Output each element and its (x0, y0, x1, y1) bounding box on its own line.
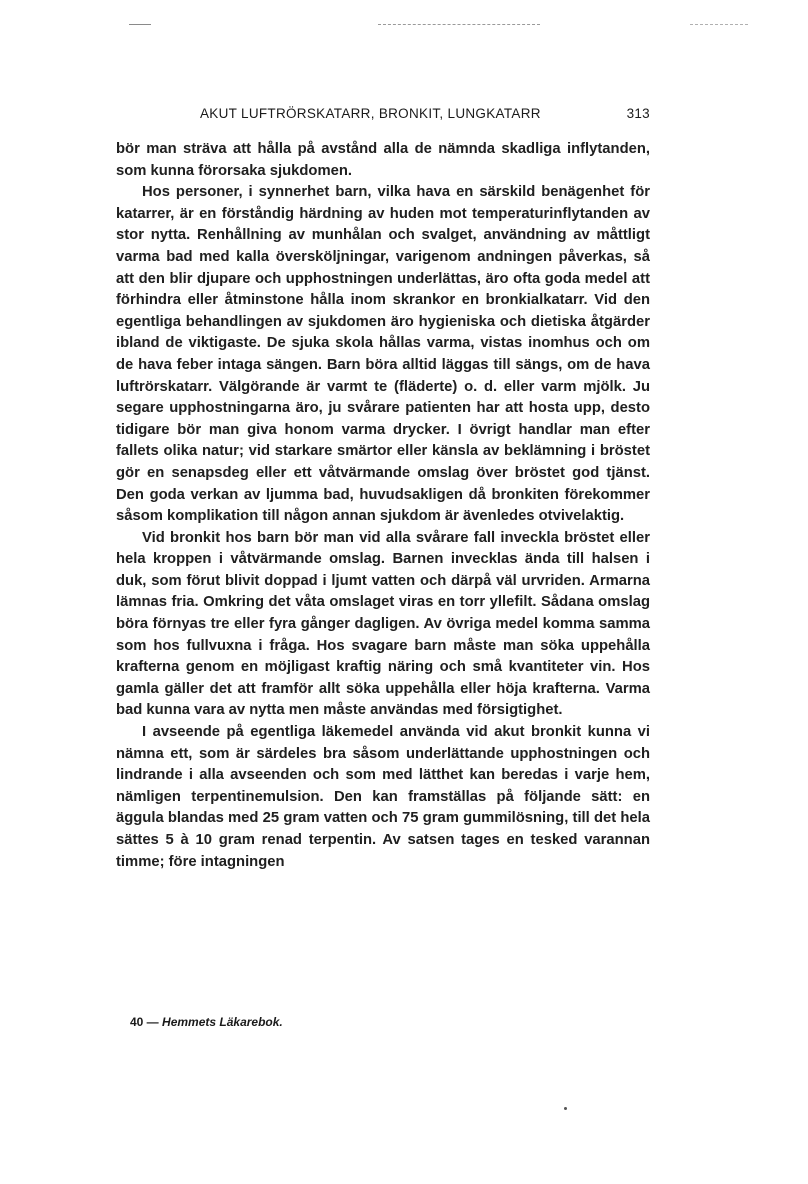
paragraph-continuation: bör man sträva att hålla på avstånd alla de nämnda skadliga inflytanden, som kunna förorsaka sjukdomen. (116, 141, 650, 179)
sheet-number: 40 — (130, 1015, 159, 1029)
page-body (116, 139, 650, 873)
paragraph-children-bronchitis: Vid bronkit hos barn bör man vid alla svårare fall inveckla bröstet eller hela kroppen i våtvärmande omslag. Barnen invecklas ända till halsen i duk, som förut blivit doppad i ljumt vatten och därpå väl urvriden. Armarna lämnas fria. Omkring det våta omslaget viras en torr yllefilt. Sådana omslag böra förnyas tre eller fyra gånger dagligen. Av övriga medel komma samma som hos fullvuxna i fråga. Hos svagare barn måste man söka uppehålla krafterna genom en möjligast kraftig näring och små kvantiteter vin. Hos gamla gäller det att framför allt söka uppehålla eller höja krafterna. Varma bad kunna vara av nytta men måste användas med försigtighet. (116, 529, 650, 719)
scan-edge-mark (690, 24, 748, 25)
running-title: AKUT LUFTRÖRSKATARR, BRONKIT, LUNGKATARR (200, 106, 541, 121)
book-title: Hemmets Läkarebok. (162, 1015, 283, 1029)
scan-speck (564, 1107, 567, 1110)
scan-edge-mark (129, 24, 151, 25)
paragraph-hardening: Hos personer, i synnerhet barn, vilka hava en särskild benägenhet för katarrer, är en förståndig härdning av huden mot temperaturinflytanden av stor nytta. Renhållning av munhålan och svalget, användning av måttligt varma bad med kalla översköljningar, varigenom andningen påverkas, så att den blir djupare och upphostningen underlättas, äro ofta goda medel att förhindra eller åtminstone hålla inom skrankor en bronkialkatarr. Vid den egentliga behandlingen av sjukdomen äro hygieniska och dietiska åtgärder ibland de viktigaste. De sjuka skola hållas varma, vistas inomhus och om de hava feber intaga sängen. Barn böra alltid läggas till sängs, om de hava luftrörskatarr. Välgörande är varmt te (fläderte) o. d. eller varm mjölk. Ju segare upphostningarna äro, ju svårare patienten har att hosta upp, desto tidigare bör man giva honom varma drycker. I övrigt handlar man efter fallets olika natur; vid starkare smärtor eller känsla av beklämning i bröstet gör en senapsdeg eller ett våtvärmande omslag över bröstet god tjänst. Den goda verkan av ljumma bad, huvudsakligen då bronkiten förekommer såsom komplikation till någon annan sjukdom är ävenledes otvivelaktig. (116, 184, 650, 525)
sheet-signature (130, 1015, 283, 1029)
page-number: 313 (626, 106, 650, 121)
paragraph-medicines: I avseende på egentliga läkemedel använda vid akut bronkit kunna vi nämna ett, som är särdeles bra såsom underlättande upphostningen och lindrande i alla avseenden och som med lätthet kan beredas i varje hem, nämligen terpentinemulsion. Den kan framställas på följande sätt: en äggula blandas med 25 gram vatten och 75 gram gummilösning, till det hela sättes 5 à 10 gram renad terpentin. Av satsen tages en tesked varannan timme; före intagningen (116, 724, 650, 870)
scan-edge-mark (378, 24, 540, 25)
running-header (200, 106, 650, 126)
